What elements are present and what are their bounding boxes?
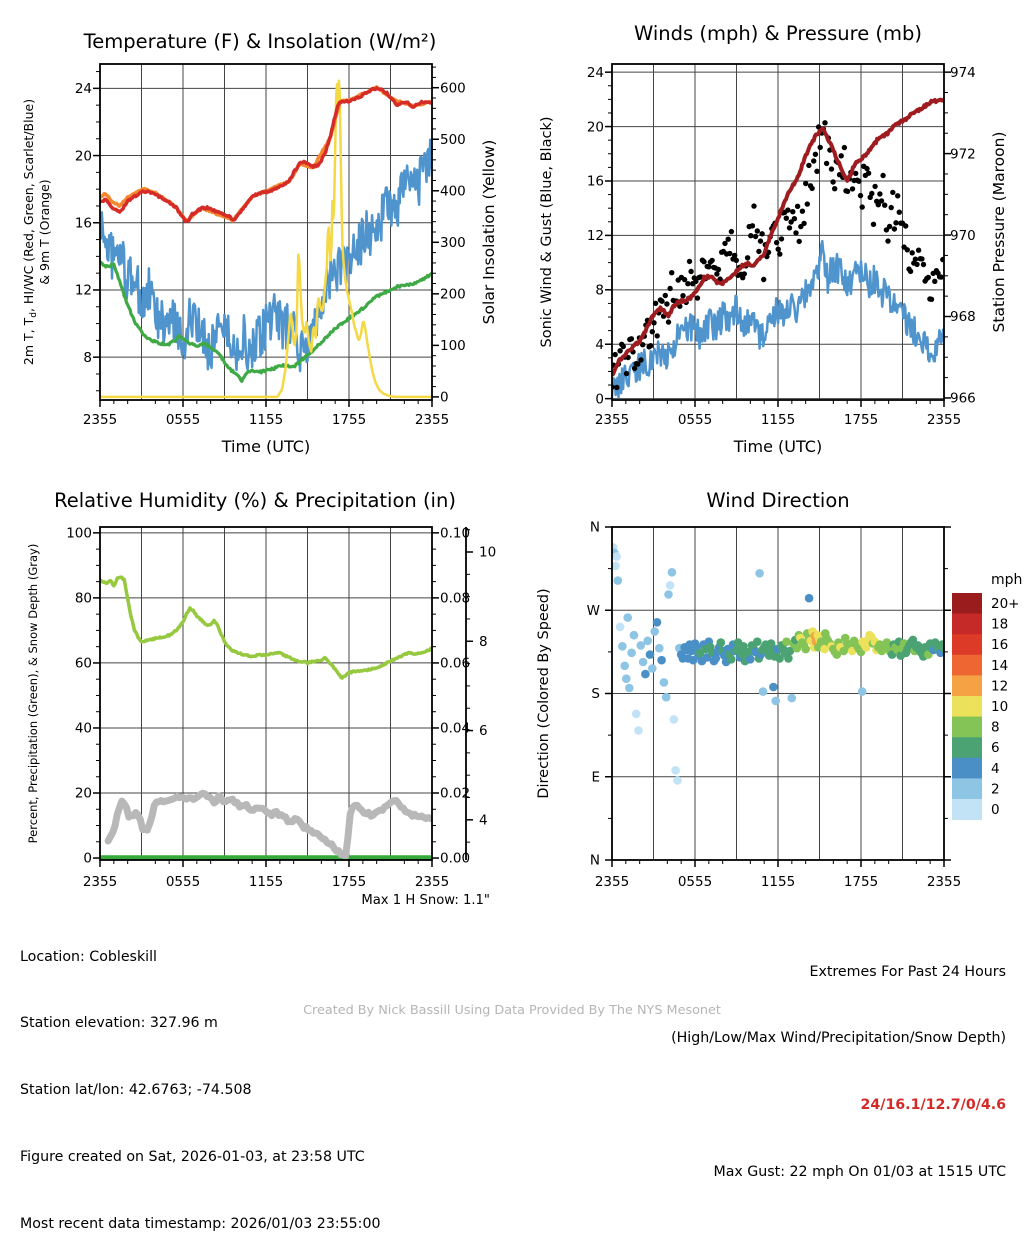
wind-gusts-point xyxy=(882,203,887,208)
station-location: Location: Cobleskill xyxy=(20,948,157,965)
wind-gusts-point xyxy=(830,179,835,184)
wind-gusts-point xyxy=(653,301,658,306)
wind-direction-point xyxy=(616,623,625,632)
colorbar-label: 6 xyxy=(991,740,1000,757)
tick-label: 966 xyxy=(950,390,976,407)
tick-label: 2355 xyxy=(594,412,630,428)
wind-gusts-point xyxy=(908,269,913,274)
left-axis-label: 2m T, $T_d$, HI/WC (Red, Green, Scarlet/Blue) xyxy=(21,98,39,366)
wind-gusts-point xyxy=(829,166,834,171)
wind-gusts-point xyxy=(845,189,850,194)
tick-label: 0 xyxy=(440,389,449,406)
tick-label: 0.10 xyxy=(440,525,471,542)
colorbar-title: mph xyxy=(991,572,1023,588)
tick-label: 974 xyxy=(950,64,976,81)
wind-gusts-point xyxy=(779,236,784,241)
tick-label: 1755 xyxy=(331,874,367,890)
wind-direction-point xyxy=(670,715,679,724)
tick-label: 0.04 xyxy=(440,720,471,737)
colorbar-swatch xyxy=(952,758,982,779)
wind-direction-point xyxy=(746,655,755,664)
x-axis-label: Time (UTC) xyxy=(221,437,311,456)
colorbar-label: 0 xyxy=(991,802,1000,818)
wind-gusts-point xyxy=(709,258,714,263)
wind-gusts-point xyxy=(776,247,781,252)
wind-gusts-point xyxy=(680,293,685,298)
wind-gusts-point xyxy=(822,120,827,125)
colorbar-label: 4 xyxy=(991,760,1000,777)
tick-label: 2355 xyxy=(414,874,450,890)
tick-label: W xyxy=(586,602,600,619)
wind-gusts-point xyxy=(811,158,816,163)
x-axis-label: Time (UTC) xyxy=(733,437,823,456)
tick-label: 0 xyxy=(595,391,604,408)
station-info xyxy=(20,901,381,1258)
wind-direction-point xyxy=(627,649,636,658)
wind-gusts-point xyxy=(706,264,711,269)
tick-label: 1755 xyxy=(331,412,367,428)
colorbar-swatch xyxy=(952,696,982,717)
tick-label: S xyxy=(591,686,600,703)
wind-direction-point xyxy=(753,637,762,646)
wind-gusts-point xyxy=(813,152,818,157)
chart-wind-direction xyxy=(536,520,1022,890)
wind-direction-point xyxy=(653,618,662,627)
ticks xyxy=(587,520,962,890)
tick-label: 16 xyxy=(586,173,604,190)
colorbar-label: 8 xyxy=(991,719,1000,736)
tick-label: 500 xyxy=(440,131,466,148)
tick-label: 100 xyxy=(440,338,466,355)
tick-label: 8 xyxy=(595,282,604,299)
wind-gusts-point xyxy=(663,293,668,298)
tick-label: 24 xyxy=(586,64,604,81)
colorbar-label: 14 xyxy=(991,657,1009,674)
tick-label: 200 xyxy=(440,286,466,303)
tick-label: 0.00 xyxy=(440,850,471,867)
tick-label: 2355 xyxy=(82,412,118,428)
station-latlon: Station lat/lon: 42.6763; -74.508 xyxy=(20,1082,252,1099)
wind-gusts-point xyxy=(695,295,700,300)
wind-gusts-point xyxy=(879,198,884,203)
ticks xyxy=(587,65,976,428)
tick-label: 10 xyxy=(479,544,497,561)
wind-gusts-point xyxy=(734,258,739,263)
wind-gusts-point xyxy=(761,277,766,282)
chart-humidity-precipitation xyxy=(26,526,496,890)
wind-direction-point xyxy=(769,683,778,692)
wind-direction-point xyxy=(771,697,780,706)
wind-gusts-point xyxy=(814,169,819,174)
tick-label: 600 xyxy=(440,80,466,97)
chart-title-temperature-insolation: Temperature (F) & Insolation (W/m²) xyxy=(83,30,437,53)
tick-label: 2355 xyxy=(926,412,962,428)
tick-label: 20 xyxy=(586,119,604,136)
wind-direction-point xyxy=(614,576,623,585)
tick-label: 0555 xyxy=(165,874,201,890)
colorbar-label: 12 xyxy=(991,678,1009,695)
wind-gusts-point xyxy=(748,233,753,238)
tick-label: 0555 xyxy=(677,874,713,890)
colorbar-swatch xyxy=(952,655,982,676)
wind-gusts-point xyxy=(842,145,847,150)
wind-direction-point xyxy=(641,670,650,679)
wind-direction-point xyxy=(668,568,677,577)
wind-gusts-point xyxy=(613,352,618,357)
tick-label: 0555 xyxy=(677,412,713,428)
wind-direction-point xyxy=(639,658,648,667)
wind-gusts-point xyxy=(916,248,921,253)
credit-line: Created By Nick Bassill Using Data Provided By The NYS Mesonet xyxy=(303,1003,721,1018)
wind-gusts-point xyxy=(832,186,837,191)
wind-direction-point xyxy=(650,627,659,636)
extremes-block xyxy=(671,916,1006,1206)
wind-gusts-point xyxy=(659,299,664,304)
wind-gusts-point xyxy=(792,216,797,221)
wind-gusts-point xyxy=(797,239,802,244)
wind-gusts-point xyxy=(784,216,789,221)
wind-direction-point xyxy=(622,674,631,683)
wind-gusts-point xyxy=(903,223,908,228)
tick-label: 0555 xyxy=(165,412,201,428)
colorbar-label: 10 xyxy=(991,699,1009,715)
colorbar-swatch xyxy=(952,634,982,655)
wind-direction-point xyxy=(623,613,632,622)
wind-gusts-point xyxy=(785,207,790,212)
wind-gusts-point xyxy=(745,255,750,260)
tick-label: 16 xyxy=(74,215,92,232)
max-snow-note: Max 1 H Snow: 1.1" xyxy=(361,893,490,908)
wind-direction-point xyxy=(618,642,627,651)
tick-label: E xyxy=(591,769,600,786)
wind-gusts-point xyxy=(667,286,672,291)
wind-gusts-point xyxy=(701,259,706,264)
right-axis-label: Solar Insolation (Yellow) xyxy=(480,139,498,325)
tick-label: 4 xyxy=(479,812,488,829)
colorbar-swatch xyxy=(952,614,982,635)
figure-created: Figure created on Sat, 2026-01-03, at 23:58 UTC xyxy=(20,1149,365,1166)
wind-direction-point xyxy=(643,637,652,646)
wind-gusts-point xyxy=(887,224,892,229)
wind-gusts-point xyxy=(892,226,897,231)
left-axis-label: Direction (Colored By Speed) xyxy=(536,588,552,799)
wind-gusts-point xyxy=(664,301,669,306)
colorbar-swatch xyxy=(952,593,982,614)
tick-label: 0.06 xyxy=(440,655,471,672)
colorbar-label: 16 xyxy=(991,637,1009,654)
wind-gusts-point xyxy=(787,225,792,230)
wind-gusts-point xyxy=(856,179,861,184)
wind-gusts-point xyxy=(793,230,798,235)
wind-gusts-point xyxy=(795,204,800,209)
wind-gusts-point xyxy=(687,259,692,264)
wind-gusts-point xyxy=(872,184,877,189)
wind-gusts-point xyxy=(897,210,902,215)
tick-label: 2355 xyxy=(82,874,118,890)
tick-label: 1755 xyxy=(843,412,879,428)
chart-title-winds-pressure: Winds (mph) & Pressure (mb) xyxy=(634,22,922,45)
wind-gusts-point xyxy=(864,166,869,171)
wind-gusts-point xyxy=(726,237,731,242)
tick-label: 24 xyxy=(74,81,92,98)
tick-label: 2355 xyxy=(926,874,962,890)
wind-direction-point xyxy=(673,776,682,785)
wind-direction-point xyxy=(660,678,669,687)
wind-direction-point xyxy=(858,687,867,696)
wind-gusts-point xyxy=(688,269,693,274)
colorbar-swatch xyxy=(952,737,982,758)
wind-direction-point xyxy=(655,644,664,653)
extremes-subtitle: (High/Low/Max Wind/Precipitation/Snow Depth) xyxy=(671,1030,1006,1047)
wind-gusts-point xyxy=(729,229,734,234)
wind-gusts-point xyxy=(800,209,805,214)
wind-gusts-point xyxy=(648,343,653,348)
wind-gusts-point xyxy=(921,262,926,267)
wind-gusts-point xyxy=(621,344,626,349)
tick-label: 20 xyxy=(74,148,92,165)
wind-direction-point xyxy=(620,662,629,671)
wind-gusts-point xyxy=(669,270,674,275)
chart-title-humidity-precipitation: Relative Humidity (%) & Precipitation (in) xyxy=(54,489,456,512)
wind-direction-point xyxy=(759,687,768,696)
wind-gusts-point xyxy=(929,297,934,302)
wind-gusts-point xyxy=(650,329,655,334)
wind-gusts-point xyxy=(877,191,882,196)
wind-direction-point xyxy=(634,726,643,735)
tick-label: 970 xyxy=(950,227,976,244)
series-layer xyxy=(609,543,948,785)
wind-gusts-point xyxy=(732,253,737,258)
wind-gusts-point xyxy=(750,223,755,228)
tick-label: 8 xyxy=(83,349,92,366)
gridlines xyxy=(612,527,944,860)
wind-gusts-point xyxy=(850,186,855,191)
wind-gusts-point xyxy=(655,333,660,338)
wind-direction-point xyxy=(662,693,671,702)
colorbar-label: 18 xyxy=(991,616,1009,633)
station-elevation: Station elevation: 327.96 m xyxy=(20,1015,218,1032)
wind-gusts-point xyxy=(805,201,810,206)
wind-gusts-point xyxy=(774,240,779,245)
wind-gusts-point xyxy=(893,220,898,225)
wind-gusts-point xyxy=(742,271,747,276)
tick-label: 1755 xyxy=(843,874,879,890)
tick-label: 400 xyxy=(440,183,466,200)
wind-gusts-point xyxy=(790,209,795,214)
tick-label: 0.02 xyxy=(440,785,471,802)
chart-winds-pressure xyxy=(539,64,1008,456)
colorbar-label: 20+ xyxy=(991,596,1020,612)
series-snow-depth xyxy=(108,793,431,856)
wind-direction-point xyxy=(630,631,639,640)
tick-label: 12 xyxy=(586,228,604,245)
tick-label: 12 xyxy=(74,282,92,299)
wind-gusts-point xyxy=(860,204,865,209)
wind-direction-point xyxy=(727,655,736,664)
tick-label: 60 xyxy=(74,655,92,672)
wind-gusts-point xyxy=(869,191,874,196)
wind-gusts-point xyxy=(913,257,918,262)
wind-direction-point xyxy=(648,664,657,673)
wind-gusts-point xyxy=(759,231,764,236)
recent-timestamp: Most recent data timestamp: 2026/01/03 23:55:00 xyxy=(20,1216,381,1233)
wind-direction-point xyxy=(632,710,641,719)
wind-gusts-point xyxy=(895,193,900,198)
wind-gusts-point xyxy=(910,250,915,255)
wind-gusts-point xyxy=(624,371,629,376)
chart-title-wind-direction: Wind Direction xyxy=(706,489,850,512)
tick-label: 1155 xyxy=(248,412,284,428)
chart-temperature-insolation xyxy=(21,64,498,456)
wind-gusts-point xyxy=(858,193,863,198)
tick-label: 20 xyxy=(74,785,92,802)
wind-gusts-point xyxy=(756,249,761,254)
tick-label: 2355 xyxy=(594,874,630,890)
speed-colorbar xyxy=(952,572,1022,820)
wind-gusts-point xyxy=(716,267,721,272)
tick-label: 300 xyxy=(440,235,466,252)
wind-gusts-point xyxy=(803,181,808,186)
wind-gusts-point xyxy=(727,251,732,256)
wind-direction-point xyxy=(666,581,675,590)
tick-label: 8 xyxy=(479,633,488,650)
wind-gusts-point xyxy=(871,222,876,227)
max-gust-note: Max Gust: 22 mph On 01/03 at 1515 UTC xyxy=(713,1164,1006,1181)
tick-label: 0 xyxy=(83,850,92,867)
wind-direction-point xyxy=(805,594,814,603)
wind-gusts-point xyxy=(638,357,643,362)
wind-direction-point xyxy=(755,569,764,578)
left-axis-label: Percent, Precipitation (Green), & Snow Depth (Gray) xyxy=(26,543,40,844)
wind-gusts-point xyxy=(629,336,634,341)
wind-gusts-point xyxy=(753,234,758,239)
extremes-title: Extremes For Past 24 Hours xyxy=(809,963,1006,980)
wind-direction-point xyxy=(664,590,673,599)
wind-gusts-point xyxy=(905,247,910,252)
wind-gusts-point xyxy=(889,205,894,210)
ticks xyxy=(75,67,466,428)
wind-gusts-point xyxy=(666,319,671,324)
colorbar-swatch xyxy=(952,717,982,738)
tick-label: 1155 xyxy=(760,874,796,890)
tick-label: 40 xyxy=(74,720,92,737)
wind-gusts-point xyxy=(818,145,823,150)
tick-label: 2355 xyxy=(414,412,450,428)
wind-direction-point xyxy=(657,656,666,665)
wind-gusts-point xyxy=(919,256,924,261)
wind-gusts-point xyxy=(809,186,814,191)
wind-gusts-point xyxy=(806,163,811,168)
tick-label: N xyxy=(589,852,600,869)
wind-gusts-point xyxy=(758,238,763,243)
tick-label: 6 xyxy=(479,723,488,740)
left-axis-label: Sonic Wind & Gust (Blue, Black) xyxy=(539,116,555,348)
tick-label: N xyxy=(589,519,600,536)
wind-direction-point xyxy=(671,766,680,775)
wind-gusts-point xyxy=(632,366,637,371)
tick-label: 100 xyxy=(66,525,92,542)
wind-direction-point xyxy=(788,694,797,703)
tick-label: 972 xyxy=(950,146,976,163)
wind-gusts-point xyxy=(839,153,844,158)
wind-direction-point xyxy=(717,638,726,647)
right-axis-label: Station Pressure (Maroon) xyxy=(990,131,1008,333)
colorbar-swatch xyxy=(952,675,982,696)
wind-gusts-point xyxy=(751,203,756,208)
wind-direction-point xyxy=(646,650,655,659)
wind-gusts-point xyxy=(890,190,895,195)
tick-label: 0.08 xyxy=(440,590,471,607)
extremes-values: 24/16.1/12.7/0/4.6 xyxy=(860,1097,1006,1114)
wind-direction-point xyxy=(612,552,621,561)
wind-gusts-point xyxy=(755,228,760,233)
tick-label: 80 xyxy=(74,590,92,607)
colorbar-swatch xyxy=(952,799,982,820)
wind-gusts-point xyxy=(885,238,890,243)
wind-gusts-point xyxy=(614,385,619,390)
wind-gusts-point xyxy=(926,275,931,280)
wind-gusts-point xyxy=(617,348,622,353)
wind-direction-point xyxy=(625,684,634,693)
wind-direction-point xyxy=(801,645,810,654)
wind-direction-point xyxy=(784,654,793,663)
wind-gusts-point xyxy=(777,251,782,256)
series-layer xyxy=(609,100,945,398)
wind-gusts-point xyxy=(801,221,806,226)
tick-label: 968 xyxy=(950,309,976,326)
left-axis-label: & 9m T (Orange) xyxy=(37,179,52,285)
wind-gusts-point xyxy=(939,274,944,279)
wind-gusts-point xyxy=(932,279,937,284)
tick-label: 1155 xyxy=(248,874,284,890)
tick-label: 4 xyxy=(595,336,604,353)
wind-gusts-point xyxy=(685,281,690,286)
wind-gusts-point xyxy=(914,262,919,267)
tick-label: 1155 xyxy=(760,412,796,428)
wind-gusts-point xyxy=(866,171,871,176)
colorbar-swatch xyxy=(952,778,982,799)
wind-gusts-point xyxy=(824,161,829,166)
wind-gusts-point xyxy=(880,173,885,178)
colorbar-label: 2 xyxy=(991,781,1000,798)
